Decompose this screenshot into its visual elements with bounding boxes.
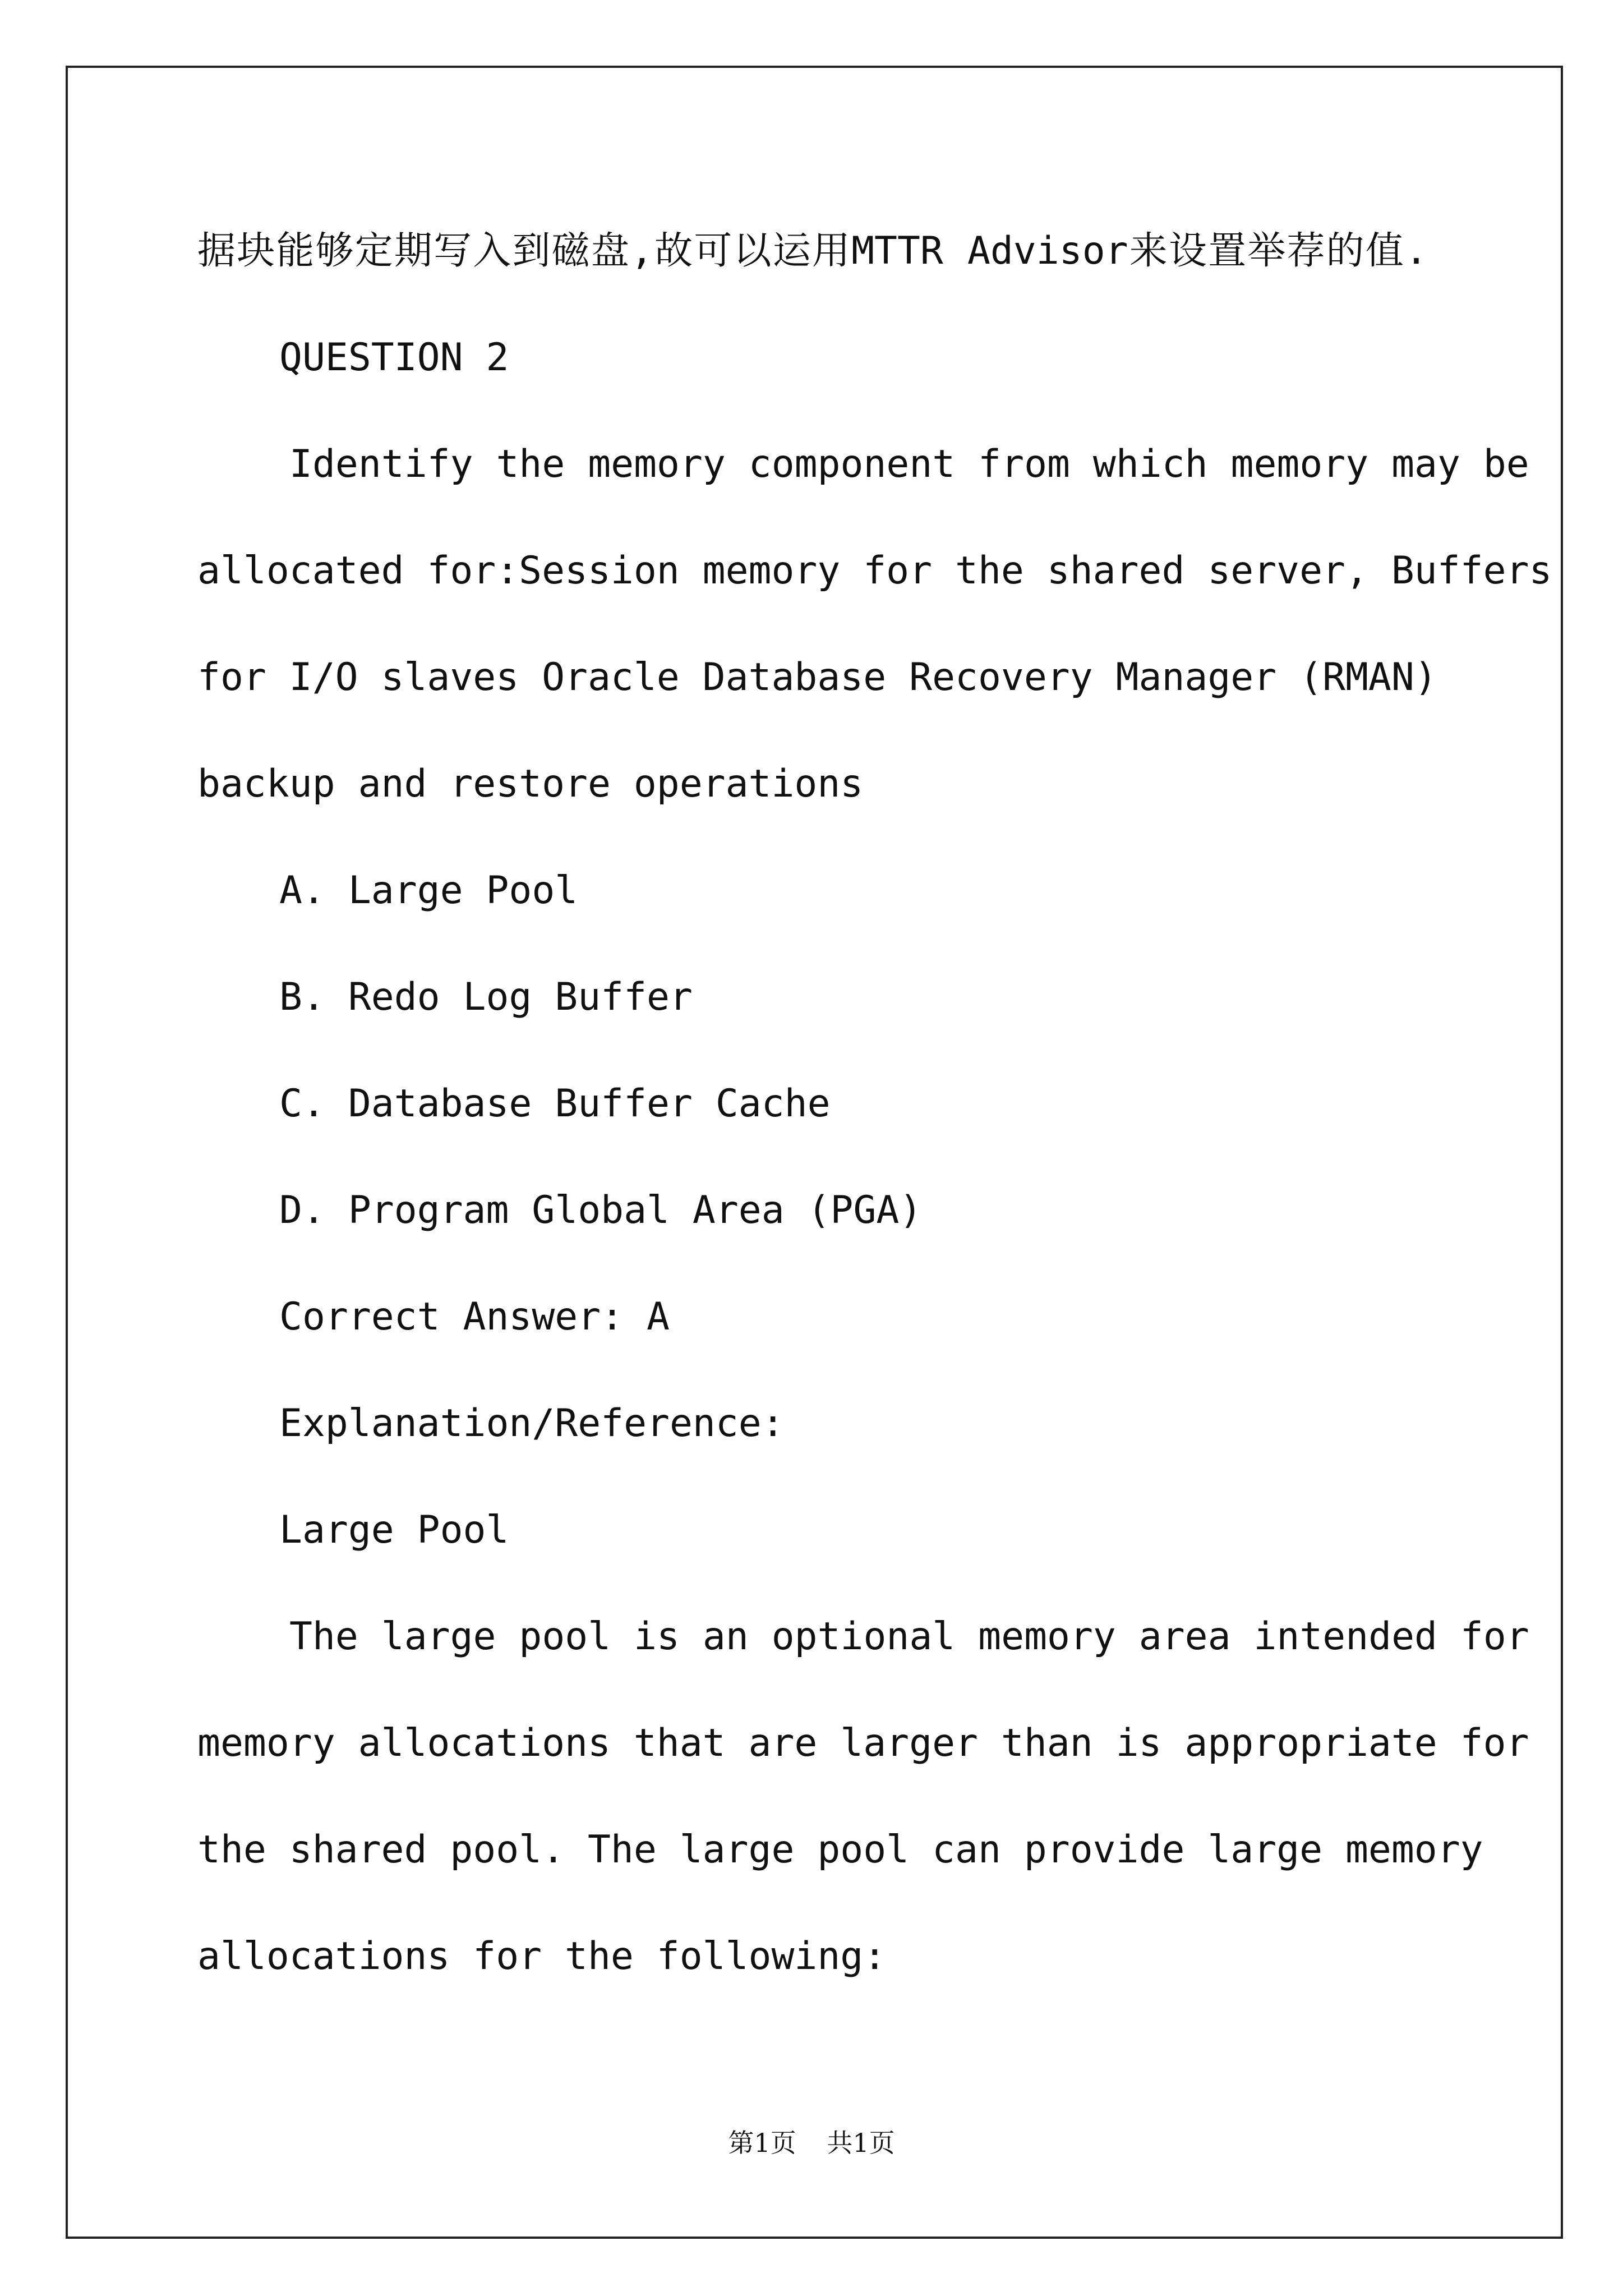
question-heading: QUESTION 2: [279, 335, 509, 380]
explanation-text-line: The large pool is an optional memory area intended for: [289, 1614, 1529, 1659]
page-footer: [0, 2126, 1623, 2160]
question-text-line: allocated for:Session memory for the shared server, Buffers: [197, 549, 1552, 593]
explanation-text-line: the shared pool. The large pool can provide large memory: [197, 1828, 1483, 1872]
page-total: 共1页: [827, 2128, 895, 2158]
answer-option-b: B. Redo Log Buffer: [279, 975, 693, 1019]
text-line-intro: 据块能够定期写入到磁盘,故可以运用MTTR Advisor来设置举荐的值.: [197, 229, 1428, 273]
explanation-text-line: allocations for the following:: [197, 1934, 887, 1978]
question-text-line: backup and restore operations: [197, 762, 864, 806]
explanation-heading: Explanation/Reference:: [279, 1401, 785, 1446]
answer-option-c: C. Database Buffer Cache: [279, 1082, 831, 1126]
explanation-text-line: memory allocations that are larger than is appropriate for: [197, 1721, 1529, 1765]
correct-answer: Correct Answer: A: [279, 1295, 670, 1339]
page-number: 第1页: [728, 2128, 796, 2158]
page-border: [66, 66, 1563, 2239]
answer-option-a: A. Large Pool: [279, 868, 578, 913]
answer-option-d: D. Program Global Area (PGA): [279, 1188, 923, 1232]
section-heading-large-pool: Large Pool: [279, 1508, 509, 1552]
question-text-line: Identify the memory component from which memory may be: [289, 442, 1529, 486]
question-text-line: for I/O slaves Oracle Database Recovery Manager (RMAN): [197, 655, 1437, 700]
